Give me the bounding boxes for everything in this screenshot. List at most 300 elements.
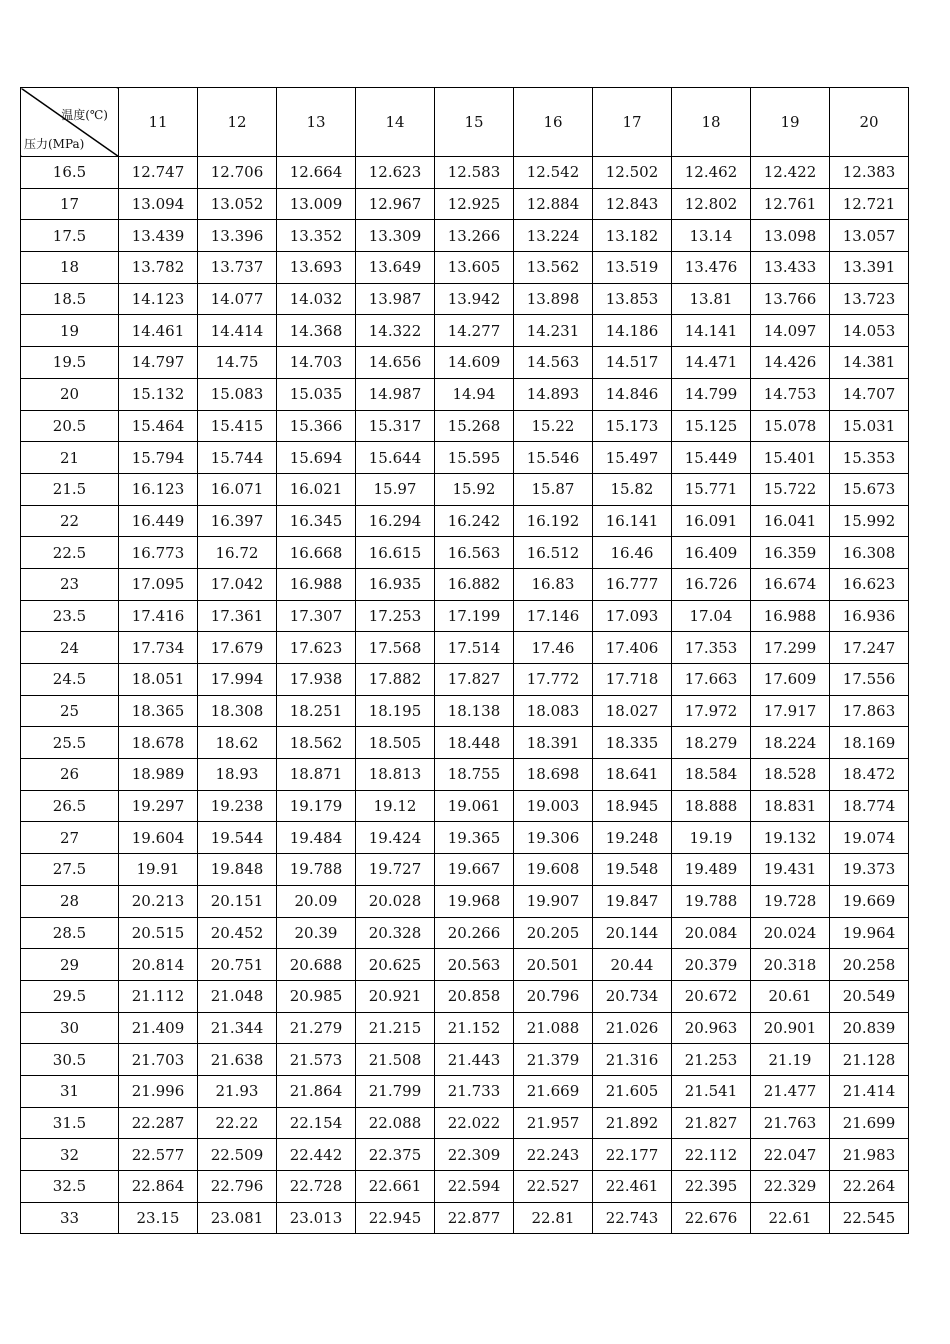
value-cell: 21.19 bbox=[751, 1044, 830, 1076]
value-cell: 18.755 bbox=[435, 759, 514, 791]
value-cell: 16.242 bbox=[435, 505, 514, 537]
pressure-cell: 20.5 bbox=[21, 410, 119, 442]
table-row bbox=[21, 600, 909, 632]
value-cell: 13.519 bbox=[593, 252, 672, 284]
value-cell: 13.391 bbox=[830, 252, 909, 284]
value-cell: 20.44 bbox=[593, 949, 672, 981]
pressure-cell: 25.5 bbox=[21, 727, 119, 759]
value-cell: 18.083 bbox=[514, 695, 593, 727]
pressure-cell: 23.5 bbox=[21, 600, 119, 632]
value-cell: 22.577 bbox=[119, 1139, 198, 1171]
value-cell: 20.266 bbox=[435, 917, 514, 949]
value-cell: 21.379 bbox=[514, 1044, 593, 1076]
value-cell: 19.373 bbox=[830, 854, 909, 886]
value-cell: 22.81 bbox=[514, 1202, 593, 1234]
value-cell: 12.802 bbox=[672, 188, 751, 220]
value-cell: 21.128 bbox=[830, 1044, 909, 1076]
value-cell: 20.858 bbox=[435, 980, 514, 1012]
table-row bbox=[21, 505, 909, 537]
value-cell: 19.489 bbox=[672, 854, 751, 886]
value-cell: 21.573 bbox=[277, 1044, 356, 1076]
value-cell: 13.309 bbox=[356, 220, 435, 252]
value-cell: 18.308 bbox=[198, 695, 277, 727]
pressure-cell: 17 bbox=[21, 188, 119, 220]
value-cell: 19.669 bbox=[830, 885, 909, 917]
value-cell: 13.766 bbox=[751, 283, 830, 315]
value-cell: 15.173 bbox=[593, 410, 672, 442]
value-cell: 15.132 bbox=[119, 378, 198, 410]
value-cell: 15.268 bbox=[435, 410, 514, 442]
value-cell: 15.771 bbox=[672, 473, 751, 505]
value-cell: 14.097 bbox=[751, 315, 830, 347]
value-cell: 15.353 bbox=[830, 442, 909, 474]
value-cell: 17.917 bbox=[751, 695, 830, 727]
value-cell: 13.723 bbox=[830, 283, 909, 315]
value-cell: 19.608 bbox=[514, 854, 593, 886]
pressure-cell: 31 bbox=[21, 1075, 119, 1107]
table-row bbox=[21, 854, 909, 886]
value-cell: 23.081 bbox=[198, 1202, 277, 1234]
value-cell: 17.938 bbox=[277, 664, 356, 696]
value-cell: 19.003 bbox=[514, 790, 593, 822]
value-cell: 20.963 bbox=[672, 1012, 751, 1044]
value-cell: 18.279 bbox=[672, 727, 751, 759]
value-cell: 22.594 bbox=[435, 1171, 514, 1203]
value-cell: 22.743 bbox=[593, 1202, 672, 1234]
table-row bbox=[21, 252, 909, 284]
value-cell: 15.673 bbox=[830, 473, 909, 505]
value-cell: 12.884 bbox=[514, 188, 593, 220]
value-cell: 21.253 bbox=[672, 1044, 751, 1076]
table-row bbox=[21, 378, 909, 410]
table-row bbox=[21, 664, 909, 696]
value-cell: 21.669 bbox=[514, 1075, 593, 1107]
value-cell: 22.661 bbox=[356, 1171, 435, 1203]
value-cell: 17.623 bbox=[277, 632, 356, 664]
value-cell: 21.477 bbox=[751, 1075, 830, 1107]
value-cell: 14.753 bbox=[751, 378, 830, 410]
value-cell: 19.91 bbox=[119, 854, 198, 886]
value-cell: 17.609 bbox=[751, 664, 830, 696]
table-row bbox=[21, 188, 909, 220]
value-cell: 17.04 bbox=[672, 600, 751, 632]
value-cell: 12.664 bbox=[277, 157, 356, 189]
value-cell: 12.623 bbox=[356, 157, 435, 189]
value-cell: 17.46 bbox=[514, 632, 593, 664]
header-temperature-cell: 18 bbox=[672, 88, 751, 157]
value-cell: 17.299 bbox=[751, 632, 830, 664]
value-cell: 18.195 bbox=[356, 695, 435, 727]
pressure-cell: 21 bbox=[21, 442, 119, 474]
header-temperature-cell: 20 bbox=[830, 88, 909, 157]
value-cell: 20.452 bbox=[198, 917, 277, 949]
value-cell: 20.688 bbox=[277, 949, 356, 981]
value-cell: 12.747 bbox=[119, 157, 198, 189]
value-cell: 20.205 bbox=[514, 917, 593, 949]
pressure-cell: 19 bbox=[21, 315, 119, 347]
value-cell: 21.409 bbox=[119, 1012, 198, 1044]
pressure-cell: 16.5 bbox=[21, 157, 119, 189]
value-cell: 12.462 bbox=[672, 157, 751, 189]
value-cell: 16.773 bbox=[119, 537, 198, 569]
value-cell: 17.353 bbox=[672, 632, 751, 664]
value-cell: 18.027 bbox=[593, 695, 672, 727]
table-row bbox=[21, 442, 909, 474]
pressure-cell: 31.5 bbox=[21, 1107, 119, 1139]
value-cell: 20.379 bbox=[672, 949, 751, 981]
value-cell: 18.678 bbox=[119, 727, 198, 759]
value-cell: 12.721 bbox=[830, 188, 909, 220]
value-cell: 13.649 bbox=[356, 252, 435, 284]
value-cell: 19.548 bbox=[593, 854, 672, 886]
value-cell: 15.497 bbox=[593, 442, 672, 474]
value-cell: 15.317 bbox=[356, 410, 435, 442]
value-cell: 17.253 bbox=[356, 600, 435, 632]
value-cell: 13.476 bbox=[672, 252, 751, 284]
corner-header-cell bbox=[21, 88, 119, 157]
value-cell: 20.901 bbox=[751, 1012, 830, 1044]
value-cell: 15.366 bbox=[277, 410, 356, 442]
table-row bbox=[21, 347, 909, 379]
value-cell: 20.258 bbox=[830, 949, 909, 981]
value-cell: 13.439 bbox=[119, 220, 198, 252]
value-cell: 17.199 bbox=[435, 600, 514, 632]
table-row bbox=[21, 790, 909, 822]
value-cell: 20.985 bbox=[277, 980, 356, 1012]
value-cell: 17.307 bbox=[277, 600, 356, 632]
table-row bbox=[21, 759, 909, 791]
header-temperature-cell: 13 bbox=[277, 88, 356, 157]
table-row bbox=[21, 410, 909, 442]
pressure-cell: 20 bbox=[21, 378, 119, 410]
value-cell: 14.032 bbox=[277, 283, 356, 315]
value-cell: 15.92 bbox=[435, 473, 514, 505]
value-cell: 16.359 bbox=[751, 537, 830, 569]
value-cell: 14.426 bbox=[751, 347, 830, 379]
value-cell: 22.442 bbox=[277, 1139, 356, 1171]
value-cell: 20.213 bbox=[119, 885, 198, 917]
value-cell: 14.381 bbox=[830, 347, 909, 379]
value-cell: 14.75 bbox=[198, 347, 277, 379]
value-cell: 17.734 bbox=[119, 632, 198, 664]
table-row bbox=[21, 695, 909, 727]
value-cell: 21.996 bbox=[119, 1075, 198, 1107]
value-cell: 14.123 bbox=[119, 283, 198, 315]
value-cell: 22.287 bbox=[119, 1107, 198, 1139]
value-cell: 18.698 bbox=[514, 759, 593, 791]
table-row bbox=[21, 315, 909, 347]
value-cell: 19.727 bbox=[356, 854, 435, 886]
value-cell: 20.61 bbox=[751, 980, 830, 1012]
pressure-cell: 30 bbox=[21, 1012, 119, 1044]
value-cell: 17.863 bbox=[830, 695, 909, 727]
value-cell: 14.703 bbox=[277, 347, 356, 379]
value-cell: 19.604 bbox=[119, 822, 198, 854]
value-cell: 15.992 bbox=[830, 505, 909, 537]
value-cell: 20.921 bbox=[356, 980, 435, 1012]
value-cell: 14.461 bbox=[119, 315, 198, 347]
value-cell: 22.088 bbox=[356, 1107, 435, 1139]
header-temperature-cell: 12 bbox=[198, 88, 277, 157]
value-cell: 19.074 bbox=[830, 822, 909, 854]
value-cell: 17.042 bbox=[198, 568, 277, 600]
table-body bbox=[21, 157, 909, 1234]
value-cell: 18.813 bbox=[356, 759, 435, 791]
pressure-cell: 26 bbox=[21, 759, 119, 791]
value-cell: 21.699 bbox=[830, 1107, 909, 1139]
value-cell: 18.472 bbox=[830, 759, 909, 791]
value-cell: 21.316 bbox=[593, 1044, 672, 1076]
value-cell: 19.424 bbox=[356, 822, 435, 854]
table-row bbox=[21, 980, 909, 1012]
value-cell: 15.031 bbox=[830, 410, 909, 442]
value-cell: 17.247 bbox=[830, 632, 909, 664]
value-cell: 20.839 bbox=[830, 1012, 909, 1044]
value-cell: 12.542 bbox=[514, 157, 593, 189]
value-cell: 13.853 bbox=[593, 283, 672, 315]
header-temperature-cell: 11 bbox=[119, 88, 198, 157]
value-cell: 20.024 bbox=[751, 917, 830, 949]
value-cell: 13.693 bbox=[277, 252, 356, 284]
pressure-cell: 18.5 bbox=[21, 283, 119, 315]
value-cell: 22.112 bbox=[672, 1139, 751, 1171]
value-cell: 14.141 bbox=[672, 315, 751, 347]
value-cell: 19.788 bbox=[672, 885, 751, 917]
value-cell: 17.361 bbox=[198, 600, 277, 632]
value-cell: 15.97 bbox=[356, 473, 435, 505]
value-cell: 18.831 bbox=[751, 790, 830, 822]
pressure-cell: 28.5 bbox=[21, 917, 119, 949]
value-cell: 17.093 bbox=[593, 600, 672, 632]
value-cell: 22.877 bbox=[435, 1202, 514, 1234]
table-row bbox=[21, 949, 909, 981]
value-cell: 12.422 bbox=[751, 157, 830, 189]
value-cell: 16.449 bbox=[119, 505, 198, 537]
value-cell: 13.052 bbox=[198, 188, 277, 220]
value-cell: 14.053 bbox=[830, 315, 909, 347]
value-cell: 13.14 bbox=[672, 220, 751, 252]
value-cell: 16.409 bbox=[672, 537, 751, 569]
value-cell: 12.706 bbox=[198, 157, 277, 189]
value-cell: 16.615 bbox=[356, 537, 435, 569]
value-cell: 20.151 bbox=[198, 885, 277, 917]
value-cell: 22.154 bbox=[277, 1107, 356, 1139]
header-temperature-cell: 14 bbox=[356, 88, 435, 157]
value-cell: 21.733 bbox=[435, 1075, 514, 1107]
value-cell: 14.414 bbox=[198, 315, 277, 347]
value-cell: 16.021 bbox=[277, 473, 356, 505]
value-cell: 13.352 bbox=[277, 220, 356, 252]
value-cell: 19.968 bbox=[435, 885, 514, 917]
pressure-cell: 26.5 bbox=[21, 790, 119, 822]
value-cell: 19.19 bbox=[672, 822, 751, 854]
pressure-cell: 29.5 bbox=[21, 980, 119, 1012]
value-cell: 22.676 bbox=[672, 1202, 751, 1234]
value-cell: 22.022 bbox=[435, 1107, 514, 1139]
pressure-cell: 32 bbox=[21, 1139, 119, 1171]
value-cell: 14.277 bbox=[435, 315, 514, 347]
value-cell: 21.763 bbox=[751, 1107, 830, 1139]
value-cell: 19.179 bbox=[277, 790, 356, 822]
value-cell: 17.556 bbox=[830, 664, 909, 696]
value-cell: 20.09 bbox=[277, 885, 356, 917]
value-cell: 16.668 bbox=[277, 537, 356, 569]
value-cell: 20.563 bbox=[435, 949, 514, 981]
pressure-cell: 24 bbox=[21, 632, 119, 664]
value-cell: 18.224 bbox=[751, 727, 830, 759]
pressure-axis-label: 压力(MPa) bbox=[24, 137, 85, 151]
value-cell: 14.517 bbox=[593, 347, 672, 379]
value-cell: 14.656 bbox=[356, 347, 435, 379]
value-cell: 16.674 bbox=[751, 568, 830, 600]
value-cell: 12.383 bbox=[830, 157, 909, 189]
value-cell: 19.248 bbox=[593, 822, 672, 854]
value-cell: 16.988 bbox=[277, 568, 356, 600]
value-cell: 13.737 bbox=[198, 252, 277, 284]
value-cell: 16.512 bbox=[514, 537, 593, 569]
value-cell: 19.728 bbox=[751, 885, 830, 917]
value-cell: 20.39 bbox=[277, 917, 356, 949]
value-cell: 16.72 bbox=[198, 537, 277, 569]
value-cell: 13.562 bbox=[514, 252, 593, 284]
value-cell: 15.794 bbox=[119, 442, 198, 474]
pressure-cell: 27 bbox=[21, 822, 119, 854]
pressure-cell: 25 bbox=[21, 695, 119, 727]
value-cell: 22.177 bbox=[593, 1139, 672, 1171]
value-cell: 18.641 bbox=[593, 759, 672, 791]
table-row bbox=[21, 917, 909, 949]
value-cell: 19.667 bbox=[435, 854, 514, 886]
value-cell: 16.141 bbox=[593, 505, 672, 537]
table-row bbox=[21, 537, 909, 569]
value-cell: 16.123 bbox=[119, 473, 198, 505]
value-cell: 19.964 bbox=[830, 917, 909, 949]
value-cell: 18.335 bbox=[593, 727, 672, 759]
value-cell: 22.329 bbox=[751, 1171, 830, 1203]
value-cell: 18.62 bbox=[198, 727, 277, 759]
value-cell: 21.541 bbox=[672, 1075, 751, 1107]
table-row bbox=[21, 157, 909, 189]
value-cell: 20.625 bbox=[356, 949, 435, 981]
value-cell: 21.414 bbox=[830, 1075, 909, 1107]
value-cell: 13.898 bbox=[514, 283, 593, 315]
value-cell: 20.751 bbox=[198, 949, 277, 981]
value-cell: 16.345 bbox=[277, 505, 356, 537]
value-cell: 18.945 bbox=[593, 790, 672, 822]
pressure-cell: 27.5 bbox=[21, 854, 119, 886]
value-cell: 18.562 bbox=[277, 727, 356, 759]
value-cell: 19.238 bbox=[198, 790, 277, 822]
value-cell: 15.546 bbox=[514, 442, 593, 474]
value-cell: 14.987 bbox=[356, 378, 435, 410]
value-cell: 18.774 bbox=[830, 790, 909, 822]
value-cell: 16.777 bbox=[593, 568, 672, 600]
value-cell: 21.983 bbox=[830, 1139, 909, 1171]
table-row bbox=[21, 1044, 909, 1076]
value-cell: 23.15 bbox=[119, 1202, 198, 1234]
value-cell: 15.82 bbox=[593, 473, 672, 505]
value-cell: 17.882 bbox=[356, 664, 435, 696]
value-cell: 15.22 bbox=[514, 410, 593, 442]
value-cell: 17.994 bbox=[198, 664, 277, 696]
value-cell: 14.231 bbox=[514, 315, 593, 347]
value-cell: 14.368 bbox=[277, 315, 356, 347]
value-cell: 20.672 bbox=[672, 980, 751, 1012]
value-cell: 22.509 bbox=[198, 1139, 277, 1171]
value-cell: 12.761 bbox=[751, 188, 830, 220]
value-cell: 19.132 bbox=[751, 822, 830, 854]
value-cell: 14.077 bbox=[198, 283, 277, 315]
table-row bbox=[21, 822, 909, 854]
value-cell: 16.623 bbox=[830, 568, 909, 600]
value-cell: 15.125 bbox=[672, 410, 751, 442]
value-cell: 17.679 bbox=[198, 632, 277, 664]
value-cell: 17.772 bbox=[514, 664, 593, 696]
value-cell: 21.088 bbox=[514, 1012, 593, 1044]
value-cell: 13.224 bbox=[514, 220, 593, 252]
pressure-cell: 28 bbox=[21, 885, 119, 917]
value-cell: 22.309 bbox=[435, 1139, 514, 1171]
value-cell: 21.215 bbox=[356, 1012, 435, 1044]
value-cell: 13.81 bbox=[672, 283, 751, 315]
value-cell: 20.028 bbox=[356, 885, 435, 917]
value-cell: 21.152 bbox=[435, 1012, 514, 1044]
table-row bbox=[21, 885, 909, 917]
pressure-cell: 18 bbox=[21, 252, 119, 284]
value-cell: 20.328 bbox=[356, 917, 435, 949]
table-row bbox=[21, 473, 909, 505]
value-cell: 19.848 bbox=[198, 854, 277, 886]
value-cell: 12.502 bbox=[593, 157, 672, 189]
value-cell: 13.182 bbox=[593, 220, 672, 252]
value-cell: 22.945 bbox=[356, 1202, 435, 1234]
value-cell: 16.192 bbox=[514, 505, 593, 537]
value-cell: 14.563 bbox=[514, 347, 593, 379]
value-cell: 17.827 bbox=[435, 664, 514, 696]
value-cell: 16.726 bbox=[672, 568, 751, 600]
table-row bbox=[21, 1075, 909, 1107]
value-cell: 18.584 bbox=[672, 759, 751, 791]
value-cell: 18.448 bbox=[435, 727, 514, 759]
value-cell: 15.449 bbox=[672, 442, 751, 474]
value-cell: 14.471 bbox=[672, 347, 751, 379]
header-temperature-cell: 19 bbox=[751, 88, 830, 157]
table-row bbox=[21, 1139, 909, 1171]
value-cell: 21.799 bbox=[356, 1075, 435, 1107]
value-cell: 14.797 bbox=[119, 347, 198, 379]
value-cell: 22.264 bbox=[830, 1171, 909, 1203]
value-cell: 18.871 bbox=[277, 759, 356, 791]
value-cell: 13.782 bbox=[119, 252, 198, 284]
value-cell: 16.091 bbox=[672, 505, 751, 537]
value-cell: 17.663 bbox=[672, 664, 751, 696]
value-cell: 22.728 bbox=[277, 1171, 356, 1203]
value-cell: 16.882 bbox=[435, 568, 514, 600]
value-cell: 21.892 bbox=[593, 1107, 672, 1139]
value-cell: 15.078 bbox=[751, 410, 830, 442]
value-cell: 18.505 bbox=[356, 727, 435, 759]
value-cell: 17.568 bbox=[356, 632, 435, 664]
value-cell: 14.94 bbox=[435, 378, 514, 410]
value-cell: 22.243 bbox=[514, 1139, 593, 1171]
value-cell: 18.365 bbox=[119, 695, 198, 727]
value-cell: 13.987 bbox=[356, 283, 435, 315]
pressure-cell: 22 bbox=[21, 505, 119, 537]
value-cell: 21.443 bbox=[435, 1044, 514, 1076]
value-cell: 13.094 bbox=[119, 188, 198, 220]
value-cell: 21.279 bbox=[277, 1012, 356, 1044]
value-cell: 15.083 bbox=[198, 378, 277, 410]
